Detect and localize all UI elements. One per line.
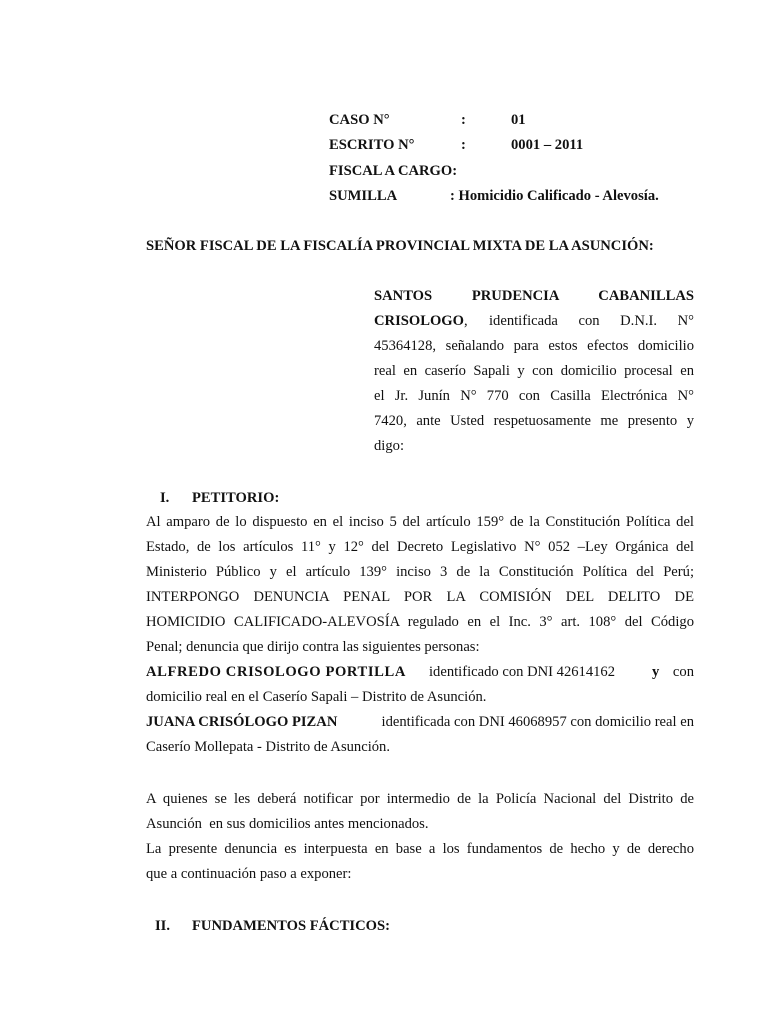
fiscal-label: FISCAL A CARGO: bbox=[329, 163, 458, 179]
basis-line-1: La presente denuncia es interpuesta en base a los fundamentos de hecho y de derecho bbox=[146, 841, 694, 857]
presenter-line-6: 7420, ante Usted respetuosamente me presento y bbox=[374, 413, 694, 429]
presenter-line-7: digo: bbox=[374, 438, 404, 454]
notify-line-1: A quienes se les deberá notificar por intermedio de la Policía Nacional del Distrito de bbox=[146, 791, 694, 807]
accused1-line-2: domicilio real en el Caserío Sapali – Distrito de Asunción. bbox=[146, 689, 487, 705]
petitorio-line-6: Penal; denuncia que dirijo contra las siguientes personas: bbox=[146, 639, 480, 655]
accused1-name: ALFREDO CRISOLOGO PORTILLA bbox=[146, 664, 406, 680]
notify-line-2: Asunción en sus domicilios antes mencionados. bbox=[146, 816, 429, 832]
accused2-id: identificada con DNI 46068957 con domicilio real en bbox=[381, 714, 694, 730]
petitorio-line-4: INTERPONGO DENUNCIA PENAL POR LA COMISIÓN DEL DELITO DE bbox=[146, 589, 694, 605]
accused2-name: JUANA CRISÓLOGO PIZAN bbox=[146, 714, 338, 730]
presenter-line-1: SANTOS PRUDENCIA CABANILLAS bbox=[374, 288, 694, 304]
section2-number: II. bbox=[155, 918, 171, 934]
presenter-line-5: el Jr. Junín N° 770 con Casilla Electrónica N° bbox=[374, 388, 694, 404]
presenter-line-2-rest: identificada con D.N.I. N° bbox=[489, 313, 694, 329]
accused1-y: y bbox=[652, 664, 660, 680]
accused1-con: con bbox=[672, 664, 694, 680]
accused1-line-1 bbox=[146, 660, 694, 685]
escrito-label: ESCRITO N° bbox=[329, 137, 415, 153]
accused2-line-1 bbox=[146, 710, 694, 735]
basis-line-2: que a continuación paso a exponer: bbox=[146, 866, 352, 882]
escrito-colon: : bbox=[461, 137, 466, 153]
petitorio-line-1: Al amparo de lo dispuesto en el inciso 5 del artículo 159° de la Constitución Política del bbox=[146, 514, 694, 530]
addressee: SEÑOR FISCAL DE LA FISCALÍA PROVINCIAL MIXTA DE LA ASUNCIÓN: bbox=[146, 238, 654, 254]
escrito-value: 0001 – 2011 bbox=[511, 137, 584, 153]
sumilla-label: SUMILLA bbox=[329, 188, 398, 204]
caso-value: 01 bbox=[511, 112, 526, 128]
section1-number: I. bbox=[160, 490, 170, 506]
sumilla-value: : Homicidio Calificado - Alevosía. bbox=[450, 188, 659, 204]
presenter-line-4: real en caserío Sapali y con domicilio procesal en bbox=[374, 363, 694, 379]
caso-label: CASO N° bbox=[329, 112, 390, 128]
accused2-line-2: Caserío Mollepata - Distrito de Asunción. bbox=[146, 739, 390, 755]
accused1-id: identificado con DNI 42614162 bbox=[429, 664, 616, 680]
presenter-line-3: 45364128, señalando para estos efectos domicilio bbox=[374, 338, 694, 354]
petitorio-line-3: Ministerio Público y el artículo 139° inciso 3 de la Constitución Política del Perú; bbox=[146, 564, 694, 580]
petitorio-line-2: Estado, de los artículos 11° y 12° del Decreto Legislativo N° 052 –Ley Orgánica del bbox=[146, 539, 694, 555]
presenter-name-2: CRISOLOGO bbox=[374, 313, 465, 329]
petitorio-line-5: HOMICIDIO CALIFICADO-ALEVOSÍA regulado en el Inc. 3° art. 108° del Código bbox=[146, 614, 694, 630]
section1-title: PETITORIO: bbox=[192, 490, 280, 506]
presenter-line-2: CRISOLOGO, identificada con D.N.I. N° bbox=[374, 309, 694, 334]
section2-title: FUNDAMENTOS FÁCTICOS: bbox=[192, 918, 390, 934]
caso-colon: : bbox=[461, 112, 466, 128]
